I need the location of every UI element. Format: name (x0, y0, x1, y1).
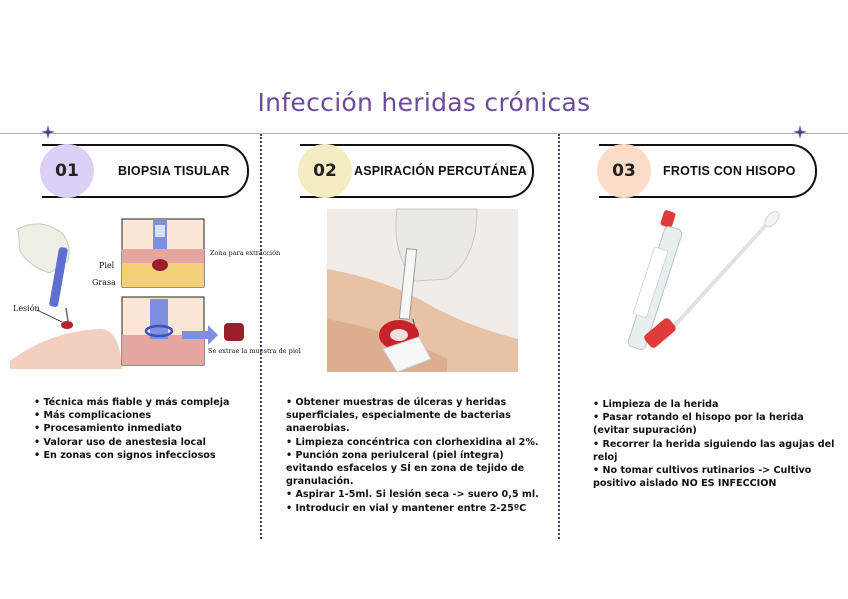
list-item: • Obtener muestras de úlceras y heridas superficiales, especialmente de bacterias anaerobias. (286, 396, 548, 436)
bullets-aspiracion (286, 396, 548, 515)
list-item: • Limpieza de la herida (593, 398, 841, 411)
grasa-label: Grasa (92, 278, 116, 287)
piel-label: Piel (99, 261, 115, 270)
section-number: 03 (597, 144, 651, 198)
section-number: 01 (40, 144, 94, 198)
page-title: Infección heridas crónicas (257, 88, 591, 117)
extrae-label: Se extrae la muestra de piel (208, 347, 301, 355)
zona-label: Zona para extracción (210, 249, 281, 257)
list-item: • Pasar rotando el hisopo por la herida (evitar supuración) (593, 411, 841, 437)
list-item: • Aspirar 1-5ml. Si lesión seca -> suero 0,5 ml. (286, 488, 548, 501)
section-label: FROTIS CON HISOPO (663, 164, 796, 178)
sparkle-icon (41, 125, 55, 139)
bullets-biopsia (34, 396, 256, 462)
lesion-label: Lesión (13, 304, 40, 313)
sparkle-icon (793, 125, 807, 139)
list-item: • En zonas con signos infecciosos (34, 449, 256, 462)
bullets-frotis (593, 398, 841, 490)
biopsy-illustration (10, 211, 301, 369)
section-label: BIOPSIA TISULAR (118, 164, 230, 178)
title-divider (0, 133, 848, 134)
section-header-frotis (599, 144, 817, 198)
swab-photo (618, 209, 800, 359)
column-divider (558, 134, 560, 539)
section-number: 02 (298, 144, 352, 198)
list-item: • No tomar cultivos rutinarios -> Cultivo positivo aislado NO ES INFECCION (593, 464, 841, 490)
list-item: • Más complicaciones (34, 409, 256, 422)
column-divider (260, 134, 262, 539)
list-item: • Recorrer la herida siguiendo las agujas del reloj (593, 438, 841, 464)
list-item: • Valorar uso de anestesia local (34, 436, 256, 449)
section-header-biopsia (42, 144, 249, 198)
aspiration-photo (327, 209, 518, 372)
section-header-aspiracion (300, 144, 534, 198)
list-item: • Procesamiento inmediato (34, 422, 256, 435)
list-item: • Introducir en vial y mantener entre 2-25ºC (286, 502, 548, 515)
list-item: • Punción zona periulceral (piel íntegra) evitando esfacelos y SÍ en zona de tejido de granulación. (286, 449, 548, 489)
list-item: • Limpieza concéntrica con clorhexidina al 2%. (286, 436, 548, 449)
list-item: • Técnica más fiable y más compleja (34, 396, 256, 409)
section-label: ASPIRACIÓN PERCUTÁNEA (354, 164, 527, 178)
